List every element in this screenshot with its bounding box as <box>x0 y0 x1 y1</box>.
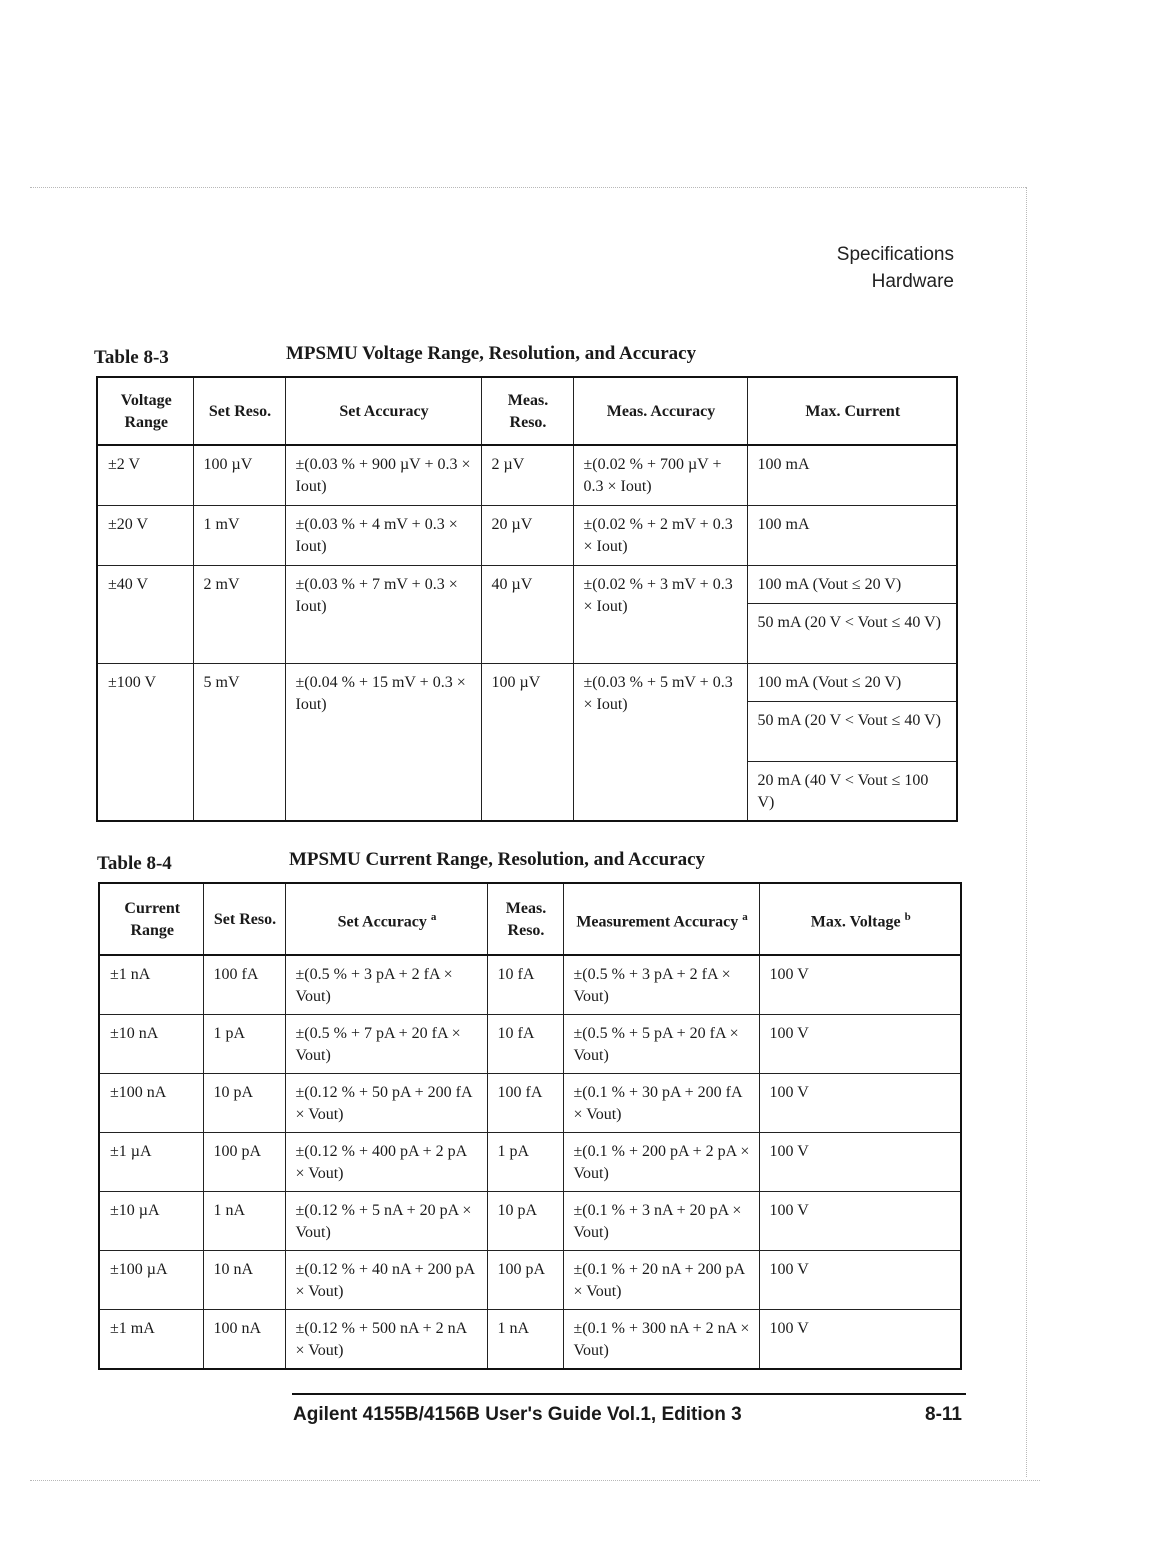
cell-set-accuracy: ±(0.04 % + 15 mV + 0.3 × Iout) <box>285 663 481 821</box>
table-header-row <box>99 883 961 955</box>
cell-set-reso: 100 pA <box>203 1133 285 1192</box>
cell-range: ±1 nA <box>99 955 203 1015</box>
voltage-range-table <box>96 376 958 822</box>
current-range-table <box>98 882 962 1370</box>
table-row <box>99 1251 961 1310</box>
cell-set-reso: 100 fA <box>203 955 285 1015</box>
cell-set-reso: 100 nA <box>203 1310 285 1370</box>
col-measurement-accuracy <box>563 883 759 955</box>
col-meas-reso: Meas. Reso. <box>481 377 573 445</box>
cell-set-accuracy: ±(0.12 % + 50 pA + 200 fA × Vout) <box>285 1074 487 1133</box>
footnote-mark-b: b <box>904 911 911 924</box>
cell-meas-accuracy: ±(0.1 % + 300 nA + 2 nA × Vout) <box>563 1310 759 1370</box>
cell-meas-accuracy: ±(0.1 % + 3 nA + 20 pA × Vout) <box>563 1192 759 1251</box>
table-row <box>97 505 957 565</box>
cell-set-accuracy: ±(0.12 % + 500 nA + 2 nA × Vout) <box>285 1310 487 1370</box>
col-meas-accuracy: Meas. Accuracy <box>573 377 747 445</box>
cell-meas-accuracy: ±(0.1 % + 20 nA + 200 pA × Vout) <box>563 1251 759 1310</box>
table-row <box>99 1192 961 1251</box>
cell-meas-accuracy: ±(0.02 % + 3 mV + 0.3 × Iout) <box>573 565 747 663</box>
cell-meas-accuracy: ±(0.5 % + 3 pA + 2 fA × Vout) <box>563 955 759 1015</box>
table-row <box>99 1074 961 1133</box>
cell-max-current: 20 mA (40 V < Vout ≤ 100 V) <box>747 761 957 821</box>
cell-max-current: 100 mA (Vout ≤ 20 V) <box>747 565 957 603</box>
cell-range: ±100 µA <box>99 1251 203 1310</box>
cell-meas-reso: 10 fA <box>487 955 563 1015</box>
cell-meas-accuracy: ±(0.02 % + 2 mV + 0.3 × Iout) <box>573 505 747 565</box>
cell-meas-accuracy: ±(0.1 % + 200 pA + 2 pA × Vout) <box>563 1133 759 1192</box>
col-set-reso: Set Reso. <box>203 883 285 955</box>
col-measurement-accuracy-label: Measurement Accuracy <box>576 913 739 931</box>
header-subsection: Hardware <box>871 271 954 292</box>
cell-set-reso: 2 mV <box>193 565 285 663</box>
table-8-3-label: Table 8-3 <box>94 347 169 368</box>
cell-max-current: 100 mA <box>747 445 957 505</box>
col-max-voltage-label: Max. Voltage <box>810 913 901 931</box>
cell-range: ±100 V <box>97 663 193 821</box>
cell-max-current: 50 mA (20 V < Vout ≤ 40 V) <box>747 701 957 761</box>
cell-set-reso: 10 nA <box>203 1251 285 1310</box>
table-row <box>99 955 961 1015</box>
cell-meas-reso: 10 fA <box>487 1015 563 1074</box>
col-meas-reso: Meas. Reso. <box>487 883 563 955</box>
cell-meas-reso: 40 µV <box>481 565 573 663</box>
footnote-mark-a: a <box>430 911 437 924</box>
cell-set-accuracy: ±(0.03 % + 900 µV + 0.3 × Iout) <box>285 445 481 505</box>
scan-edge-right <box>1026 187 1027 1477</box>
cell-meas-accuracy: ±(0.02 % + 700 µV + 0.3 × Iout) <box>573 445 747 505</box>
cell-max-voltage: 100 V <box>759 1310 961 1370</box>
table-row <box>99 1310 961 1370</box>
cell-set-reso: 10 pA <box>203 1074 285 1133</box>
cell-meas-reso: 1 nA <box>487 1310 563 1370</box>
cell-set-reso: 1 nA <box>203 1192 285 1251</box>
table-8-4-title: MPSMU Current Range, Resolution, and Accuracy <box>289 849 706 870</box>
table-row <box>97 565 957 603</box>
cell-meas-reso: 2 µV <box>481 445 573 505</box>
footnote-mark-a: a <box>742 911 748 924</box>
cell-meas-accuracy: ±(0.5 % + 5 pA + 20 fA × Vout) <box>563 1015 759 1074</box>
col-voltage-range: Voltage Range <box>97 377 193 445</box>
cell-range: ±10 µA <box>99 1192 203 1251</box>
cell-meas-accuracy: ±(0.03 % + 5 mV + 0.3 × Iout) <box>573 663 747 821</box>
col-set-reso: Set Reso. <box>193 377 285 445</box>
cell-set-accuracy: ±(0.03 % + 7 mV + 0.3 × Iout) <box>285 565 481 663</box>
cell-max-voltage: 100 V <box>759 955 961 1015</box>
cell-range: ±10 nA <box>99 1015 203 1074</box>
cell-range: ±1 µA <box>99 1133 203 1192</box>
cell-meas-accuracy: ±(0.1 % + 30 pA + 200 fA × Vout) <box>563 1074 759 1133</box>
cell-max-voltage: 100 V <box>759 1074 961 1133</box>
cell-set-accuracy: ±(0.12 % + 40 nA + 200 pA × Vout) <box>285 1251 487 1310</box>
cell-meas-reso: 10 pA <box>487 1192 563 1251</box>
cell-set-accuracy: ±(0.5 % + 7 pA + 20 fA × Vout) <box>285 1015 487 1074</box>
cell-max-voltage: 100 V <box>759 1133 961 1192</box>
page-number: 8-11 <box>925 1404 962 1425</box>
cell-range: ±2 V <box>97 445 193 505</box>
cell-max-voltage: 100 V <box>759 1192 961 1251</box>
cell-max-current: 50 mA (20 V < Vout ≤ 40 V) <box>747 603 957 663</box>
cell-meas-reso: 100 fA <box>487 1074 563 1133</box>
footer-rule <box>292 1393 966 1395</box>
cell-range: ±40 V <box>97 565 193 663</box>
cell-set-accuracy: ±(0.03 % + 4 mV + 0.3 × Iout) <box>285 505 481 565</box>
cell-max-voltage: 100 V <box>759 1015 961 1074</box>
cell-range: ±20 V <box>97 505 193 565</box>
cell-set-accuracy: ±(0.12 % + 400 pA + 2 pA × Vout) <box>285 1133 487 1192</box>
table-row <box>97 445 957 505</box>
cell-max-voltage: 100 V <box>759 1251 961 1310</box>
col-max-voltage <box>759 883 961 955</box>
table-row <box>99 1015 961 1074</box>
cell-meas-reso: 20 µV <box>481 505 573 565</box>
footer-title: Agilent 4155B/4156B User's Guide Vol.1, Edition 3 <box>293 1404 742 1425</box>
table-row <box>99 1133 961 1192</box>
cell-range: ±1 mA <box>99 1310 203 1370</box>
cell-max-current: 100 mA (Vout ≤ 20 V) <box>747 663 957 701</box>
cell-set-accuracy: ±(0.12 % + 5 nA + 20 pA × Vout) <box>285 1192 487 1251</box>
cell-set-accuracy: ±(0.5 % + 3 pA + 2 fA × Vout) <box>285 955 487 1015</box>
col-set-accuracy: Set Accuracy <box>285 377 481 445</box>
cell-meas-reso: 1 pA <box>487 1133 563 1192</box>
scan-edge-top <box>30 187 1026 188</box>
cell-meas-reso: 100 pA <box>487 1251 563 1310</box>
header-section: Specifications <box>836 244 954 265</box>
table-row <box>97 663 957 701</box>
table-8-4-label: Table 8-4 <box>97 853 172 874</box>
col-set-accuracy-label: Set Accuracy <box>337 913 427 931</box>
col-current-range: Current Range <box>99 883 203 955</box>
cell-set-reso: 1 pA <box>203 1015 285 1074</box>
cell-set-reso: 100 µV <box>193 445 285 505</box>
scan-edge-bottom <box>30 1480 1040 1481</box>
running-header <box>837 244 954 293</box>
col-max-current: Max. Current <box>747 377 957 445</box>
table-8-3-title: MPSMU Voltage Range, Resolution, and Accuracy <box>286 343 697 364</box>
cell-range: ±100 nA <box>99 1074 203 1133</box>
table-header-row <box>97 377 957 445</box>
cell-max-current: 100 mA <box>747 505 957 565</box>
col-set-accuracy <box>285 883 487 955</box>
cell-meas-reso: 100 µV <box>481 663 573 821</box>
cell-set-reso: 5 mV <box>193 663 285 821</box>
cell-set-reso: 1 mV <box>193 505 285 565</box>
